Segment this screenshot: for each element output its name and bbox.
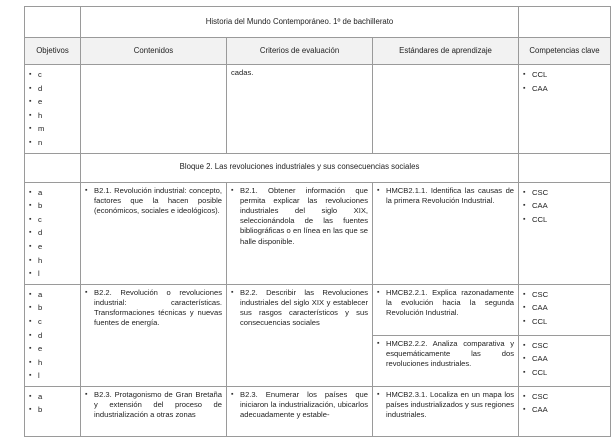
table-row: [25, 386, 611, 436]
criterios-cell: [227, 386, 373, 436]
objetivos-cell: [25, 182, 81, 284]
contenidos-cell: [81, 284, 227, 386]
list-item: ▪ CCL: [523, 213, 606, 227]
list-item: ▪ b: [29, 301, 76, 315]
list-item: ▪ c: [29, 315, 76, 329]
list-item: ▪ c: [29, 213, 76, 227]
list-item: ▪ h: [29, 109, 76, 123]
competencias-cell: [519, 182, 611, 284]
title-spacer-cell: [25, 7, 81, 38]
criterio-continuation: cadas.: [231, 68, 254, 77]
bullet-icon: ▪: [377, 339, 380, 347]
competencias-list: [523, 68, 606, 95]
contenidos-cell: [81, 65, 227, 154]
list-item: ▪ CAA: [523, 403, 606, 417]
list-item: ▪ c: [29, 68, 76, 82]
block-row: [25, 153, 611, 182]
list-item: ▪ d: [29, 329, 76, 343]
list-item: ▪ CAA: [523, 352, 606, 366]
list-item: ▪ l: [29, 369, 76, 383]
competencias-list: [523, 186, 606, 227]
list-item: ▪ b: [29, 403, 76, 417]
objetivos-list: [29, 68, 76, 150]
bullet-icon: ▪: [231, 186, 234, 194]
estandares-cell: [373, 182, 519, 284]
contenidos-cell: [81, 182, 227, 284]
list-item: ▪ n: [29, 136, 76, 150]
block-title: Bloque 2. Las revoluciones industriales y sus consecuencias sociales: [81, 153, 519, 182]
estandar-text: ▪ HMCB2.2.1. Explica razonadamente la evolución hacia la segunda Revolución Industrial.: [377, 287, 515, 318]
list-item: ▪ CSC: [523, 288, 606, 302]
list-item: ▪ d: [29, 82, 76, 96]
list-item: ▪ a: [29, 288, 76, 302]
criterios-cell: [227, 284, 373, 386]
bullet-icon: ▪: [85, 390, 88, 398]
table-row: [25, 65, 611, 154]
list-item: ▪ h: [29, 356, 76, 370]
competencias-list: [523, 339, 606, 380]
competencias-cell: [519, 386, 611, 436]
criterio-text: ▪ B2.3. Enumerar los países que iniciaron la industrialización, ubicarlos adecuadamente y estable-: [231, 389, 368, 420]
bullet-icon: ▪: [85, 186, 88, 194]
objetivos-list: [29, 390, 76, 417]
list-item: ▪ CSC: [523, 339, 606, 353]
block-spacer-cell: [519, 153, 611, 182]
estandar-text: ▪ HMCB2.2.2. Analiza comparativa y esquemáticamente las dos revoluciones industriales.: [377, 338, 515, 369]
estandar-text: ▪ HMCB2.3.1. Localiza en un mapa los países industrializados y sus regiones industriales.: [377, 389, 515, 420]
criterios-cell: [227, 182, 373, 284]
contenido-text: ▪ B2.3. Protagonismo de Gran Bretaña y extensión del proceso de industrialización a otras zonas: [85, 389, 222, 420]
competencias-list: [523, 288, 606, 329]
objetivos-cell: [25, 284, 81, 386]
list-item: ▪ CCL: [523, 315, 606, 329]
contenido-text: ▪ B2.1. Revolución industrial: concepto, factores que la hacen posible (económicos, sociales e ideológicos).: [85, 185, 222, 215]
list-item: ▪ m: [29, 122, 76, 136]
contenidos-cell: [81, 386, 227, 436]
bullet-icon: ▪: [231, 288, 234, 296]
list-item: ▪ d: [29, 226, 76, 240]
header-objetivos: Objetivos: [25, 38, 81, 65]
objetivos-cell: [25, 386, 81, 436]
list-item: ▪ CCL: [523, 366, 606, 380]
table-title: Historia del Mundo Contemporáneo. 1º de bachillerato: [81, 7, 519, 38]
objetivos-list: [29, 186, 76, 281]
list-item: ▪ CAA: [523, 82, 606, 96]
criterio-text: ▪ B2.1. Obtener información que permita explicar las revoluciones industriales del siglo XIX, seleccionándola de las fuentes bibliográficas o en línea en las que se halle disponible.: [231, 185, 368, 246]
list-item: ▪ CCL: [523, 68, 606, 82]
objetivos-cell: [25, 65, 81, 154]
list-item: ▪ CAA: [523, 199, 606, 213]
block-spacer-cell: [25, 153, 81, 182]
header-row: [25, 38, 611, 65]
curriculum-table: [24, 6, 611, 437]
list-item: ▪ e: [29, 342, 76, 356]
header-contenidos: Contenidos: [81, 38, 227, 65]
objetivos-list: [29, 288, 76, 383]
bullet-icon: ▪: [231, 390, 234, 398]
criterio-text: ▪ B2.2. Describir las Revoluciones industriales del siglo XIX y establecer sus rasgos característicos y sus consecuencias sociales: [231, 287, 368, 328]
header-criterios: Criterios de evaluación: [227, 38, 373, 65]
list-item: ▪ b: [29, 199, 76, 213]
list-item: ▪ h: [29, 254, 76, 268]
estandar-text: ▪ HMCB2.1.1. Identifica las causas de la primera Revolución Industrial.: [377, 185, 515, 205]
list-item: ▪ e: [29, 95, 76, 109]
table-row: [25, 182, 611, 284]
estandares-cell: [373, 65, 519, 154]
criterios-cell: [227, 65, 373, 154]
estandares-cell: [373, 335, 519, 386]
list-item: ▪ a: [29, 390, 76, 404]
list-item: ▪ CSC: [523, 186, 606, 200]
competencias-cell: [519, 284, 611, 335]
list-item: ▪ l: [29, 267, 76, 281]
competencias-cell: [519, 335, 611, 386]
title-spacer-cell: [519, 7, 611, 38]
competencias-list: [523, 390, 606, 417]
competencias-cell: [519, 65, 611, 154]
bullet-icon: ▪: [377, 390, 380, 398]
list-item: ▪ CAA: [523, 301, 606, 315]
list-item: ▪ CSC: [523, 390, 606, 404]
estandares-cell: [373, 284, 519, 335]
header-estandares: Estándares de aprendizaje: [373, 38, 519, 65]
list-item: ▪ e: [29, 240, 76, 254]
estandares-cell: [373, 386, 519, 436]
bullet-icon: ▪: [85, 288, 88, 296]
bullet-icon: ▪: [377, 186, 380, 194]
header-competencias: Competencias clave: [519, 38, 611, 65]
table-row: [25, 284, 611, 335]
contenido-text: ▪ B2.2. Revolución o revoluciones industrial: características. Transformaciones técnicas y nuevas fuentes de energía.: [85, 287, 222, 328]
bullet-icon: ▪: [377, 288, 380, 296]
list-item: ▪ a: [29, 186, 76, 200]
